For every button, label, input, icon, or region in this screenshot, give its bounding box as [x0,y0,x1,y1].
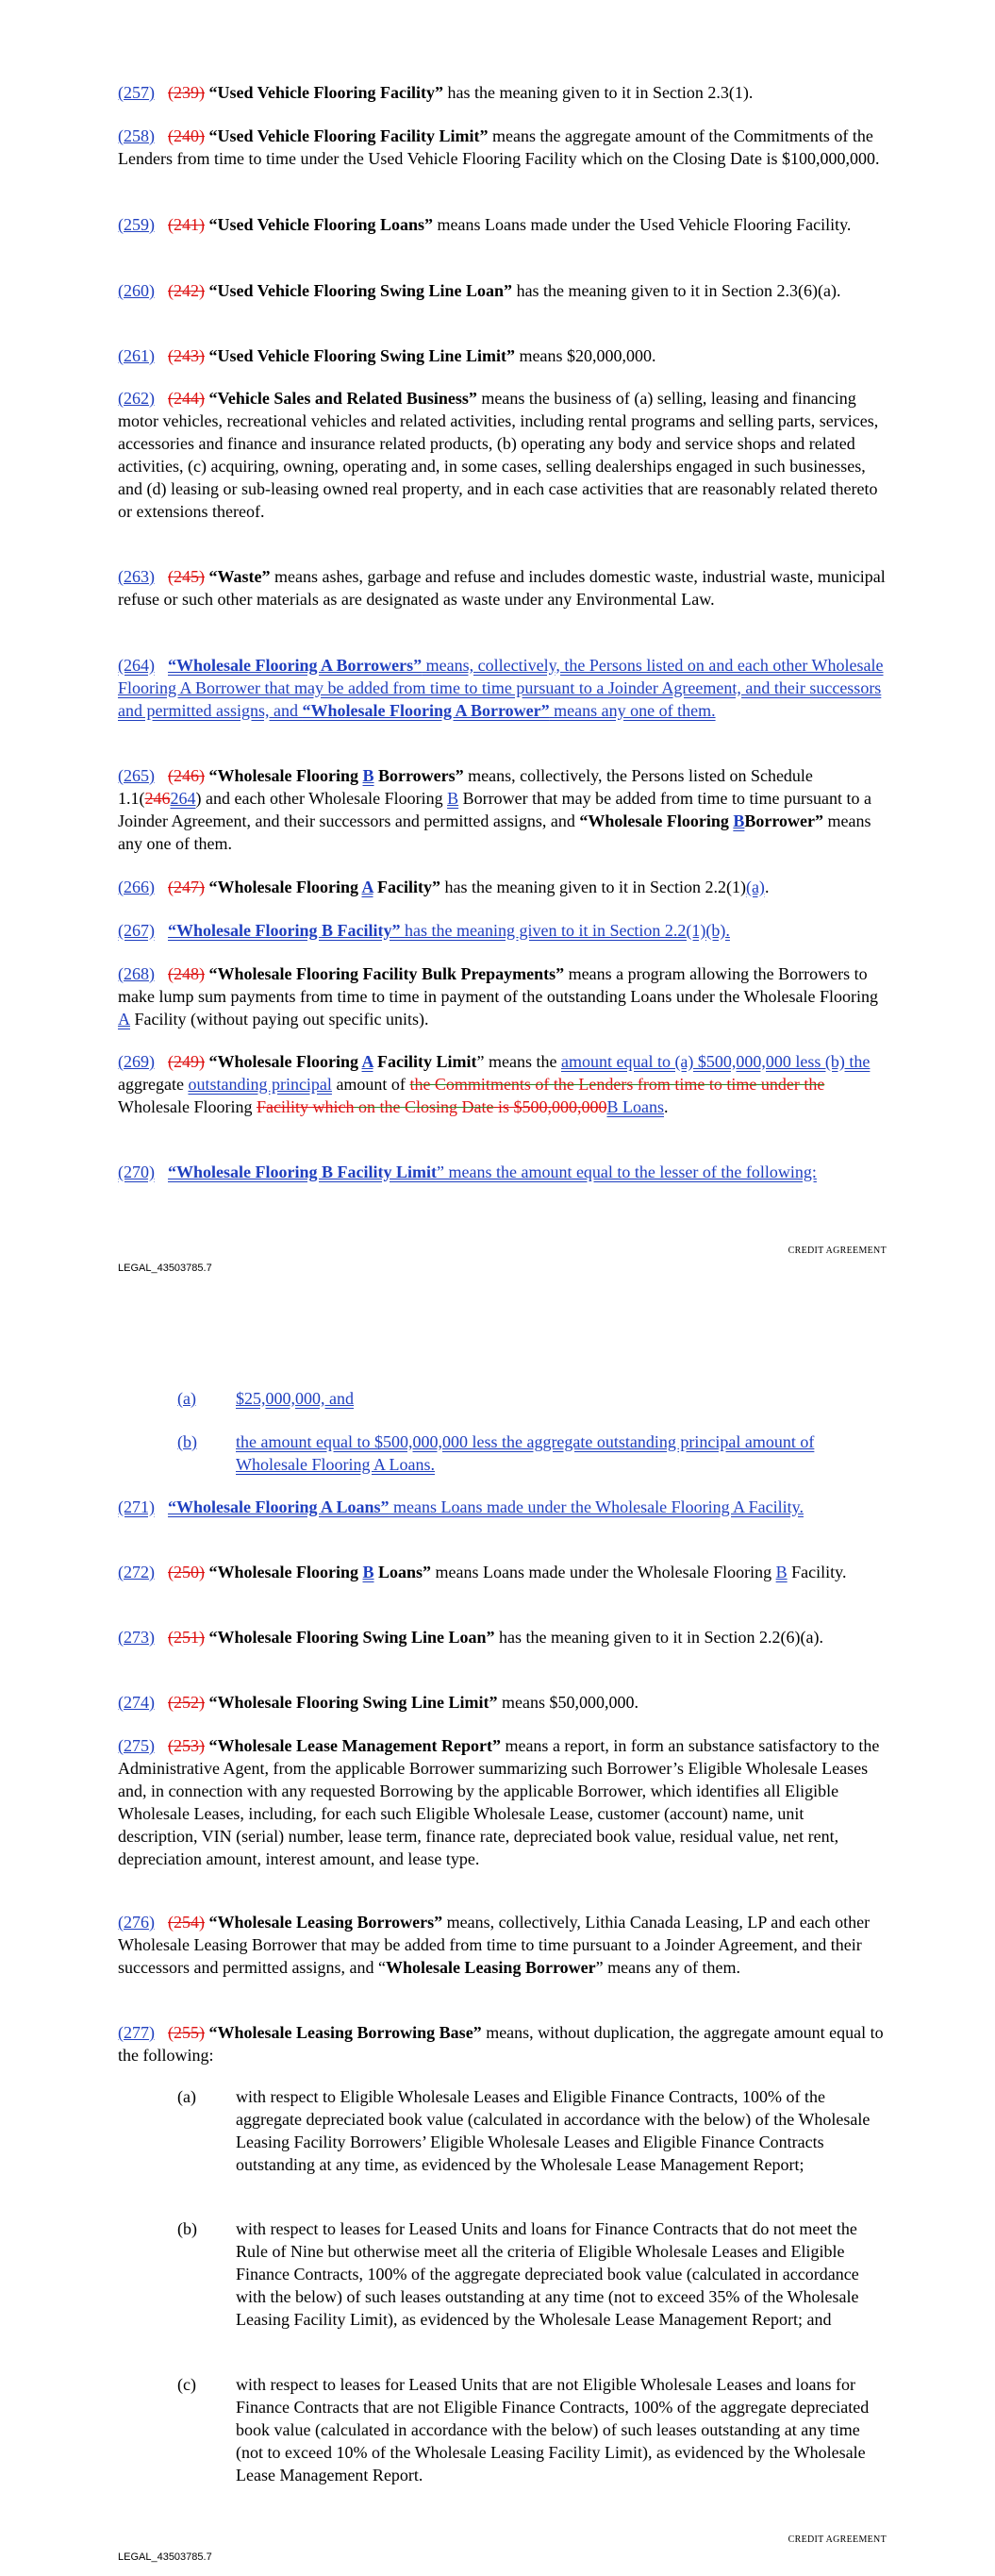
deleted-number: (249) [168,1052,205,1071]
page-footer-docid: LEGAL_43503785.7 [118,1263,212,1274]
deleted-number: (243) [168,346,205,365]
section-number: (265) [118,766,155,785]
defined-term: “Wholesale Flooring A Borrower” [302,701,550,720]
deleted-number: (242) [168,281,205,300]
definition-263: (263) (245) “Waste” means ashes, garbage and refuse and includes domestic waste, industrial waste, municipal refuse or such other materials as are designated as waste under any Environmental Law. [118,567,886,609]
section-number: (269) [118,1052,155,1071]
definition-260: (260) (242) “Used Vehicle Flooring Swing Line Loan” has the meaning given to it in Section 2.3(6)(a). [118,281,841,300]
section-number: (262) [118,389,155,408]
definition-269: (269) (249) “Wholesale Flooring A Facility Limit” means the amount equal to (a) $500,000,000 less (b) the aggregate outstanding principal amount of the Commitments of the Lenders from time to time under the Wholesale Flooring Facility which on the Closing Date is $500,000,000B Loans. [118,1052,871,1116]
deleted-number: (239) [168,83,205,102]
definition-277: (277) (255) “Wholesale Leasing Borrowing Base” means, without duplication, the aggregate amount equal to the following: [118,2023,884,2065]
deleted-number: (245) [168,567,205,586]
deleted-number: (253) [168,1736,205,1755]
definition-271: (271) “Wholesale Flooring A Loans” means Loans made under the Wholesale Flooring A Facility. [118,1497,804,1516]
defined-term: “Used Vehicle Flooring Facility” [208,83,443,102]
section-number: (258) [118,126,155,145]
defined-term: “Wholesale Flooring A Facility Limit [208,1052,477,1071]
defined-term: “Used Vehicle Flooring Loans” [208,215,434,234]
page-footer-title: CREDIT AGREEMENT [788,2534,887,2545]
section-number: (273) [118,1628,155,1647]
defined-term: “Vehicle Sales and Related Business” [208,389,477,408]
deleted-number: (240) [168,126,205,145]
list-text-b: with respect to leases for Leased Units and loans for Finance Contracts that do not meet the Rule of Nine but otherwise meet all the criteria of Eligible Wholesale Leases and Eligible Finance Contracts, 100% of the aggregate depreciated book value (calculated in accordance with the below) of such leases outstanding at any time (not to exceed 35% of the Wholesale Leasing Facility Limit), as evidenced by the Wholesale Lease Management Report; and [236,2219,859,2329]
definition-272: (272) (250) “Wholesale Flooring B Loans” means Loans made under the Wholesale Flooring B Facility. [118,1563,847,1581]
deleted-number: (254) [168,1913,205,1932]
deleted-number: (241) [168,215,205,234]
definition-259: (259) (241) “Used Vehicle Flooring Loans” means Loans made under the Used Vehicle Flooring Facility. [118,215,852,234]
section-number: (272) [118,1563,155,1581]
deleted-number: (248) [168,964,205,983]
section-number: (270) [118,1163,155,1181]
defined-term: Wholesale Leasing Borrower [385,1958,596,1977]
list-label-a: (a) [177,1389,196,1408]
section-number: (261) [118,346,155,365]
defined-term: “Wholesale Flooring Swing Line Loan” [208,1628,495,1647]
defined-term: “Waste” [208,567,271,586]
section-number: (277) [118,2023,155,2042]
list-text-c: with respect to leases for Leased Units that are not Eligible Wholesale Leases and loans for Finance Contracts that are not Eligible Finance Contracts, 100% of the aggregate depreciated book value (calculated in accordance with the below) of such leases outstanding at any time (not to exceed 10% of the Wholesale Leasing Facility Limit), as evidenced by the Wholesale Lease Management Report. [236,2375,870,2484]
defined-term: “Used Vehicle Flooring Swing Line Loan” [208,281,513,300]
list-label-b: (b) [177,1432,197,1451]
section-number: (275) [118,1736,155,1755]
section-number: (266) [118,878,155,896]
definition-261: (261) (243) “Used Vehicle Flooring Swing Line Limit” means $20,000,000. [118,346,656,365]
defined-term: “Wholesale Flooring B Facility” [168,921,401,940]
defined-term: “Wholesale Flooring B Borrowers” [208,766,464,785]
section-number: (264) [118,656,155,675]
defined-term: “Wholesale Flooring Facility Bulk Prepayments” [208,964,565,983]
defined-term: “Wholesale Flooring Swing Line Limit” [208,1693,498,1712]
section-number: (274) [118,1693,155,1712]
deleted-number: (247) [168,878,205,896]
deleted-number: (246) [168,766,205,785]
deleted-number: (250) [168,1563,205,1581]
definition-273: (273) (251) “Wholesale Flooring Swing Line Loan” has the meaning given to it in Section 2.2(6)(a). [118,1628,823,1647]
section-number: (276) [118,1913,155,1932]
definition-266: (266) (247) “Wholesale Flooring A Facility” has the meaning given to it in Section 2.2(1)(a). [118,878,770,896]
definition-275: (275) (253) “Wholesale Lease Management Report” means a report, in form an substance satisfactory to the Administrative Agent, from the applicable Borrower summarizing such Borrower’s Eligible Wholesale Leases and, in connection with any requested Borrowing by the applicable Borrower, which identifies all Eligible Wholesale Leases, including, for each such Eligible Wholesale Lease, customer (account) name, unit description, VIN (serial) number, lease term, finance rate, depreciated book value, residual value, net rent, depreciation amount, interest amount, and lease type. [118,1736,880,1868]
section-number: (260) [118,281,155,300]
defined-term: “Wholesale Flooring A Loans” [168,1497,390,1516]
definition-270: (270) “Wholesale Flooring B Facility Limit” means the amount equal to the lesser of the following: [118,1163,817,1181]
page-footer-docid: LEGAL_43503785.7 [118,2551,212,2563]
defined-term: “Wholesale Flooring B Facility Limit [168,1163,437,1181]
list-label-b: (b) [177,2219,197,2238]
deleted-number: (255) [168,2023,205,2042]
list-text-a: $25,000,000, and [236,1389,354,1408]
section-number: (271) [118,1497,155,1516]
definition-276: (276) (254) “Wholesale Leasing Borrowers” means, collectively, Lithia Canada Leasing, LP and each other Wholesale Leasing Borrower that may be added from time to time pursuant to a Joinder Agreement, and their successors and permitted assigns, and “Wholesale Leasing Borrower” means any of them. [118,1913,871,1977]
defined-term: “Wholesale Flooring B Loans” [208,1563,432,1581]
definition-267: (267) “Wholesale Flooring B Facility” has the meaning given to it in Section 2.2(1)(b). [118,921,730,940]
definition-258: (258) (240) “Used Vehicle Flooring Facility Limit” means the aggregate amount of the Commitments of the Lenders from time to time under the Used Vehicle Flooring Facility which on the Closing Date is $100,000,000. [118,126,880,168]
deleted-number: (251) [168,1628,205,1647]
defined-term: “Used Vehicle Flooring Swing Line Limit” [208,346,516,365]
defined-term: “Wholesale Leasing Borrowing Base” [208,2023,482,2042]
definition-274: (274) (252) “Wholesale Flooring Swing Line Limit” means $50,000,000. [118,1693,639,1712]
section-number: (268) [118,964,155,983]
defined-term: “Used Vehicle Flooring Facility Limit” [208,126,489,145]
defined-term: “Wholesale Leasing Borrowers” [208,1913,443,1932]
list-text-b: the amount equal to $500,000,000 less the aggregate outstanding principal amount of Wholesale Flooring A Loans. [236,1432,815,1474]
defined-term: “Wholesale Flooring A Borrowers” [168,656,423,675]
defined-term: “Wholesale Flooring BBorrower” [579,811,824,830]
definition-265: (265) (246) “Wholesale Flooring B Borrowers” means, collectively, the Persons listed on Schedule 1.1(246264) and each other Wholesale Flooring B Borrower that may be added from time to time pursuant to a Joinder Agreement, and their successors and permitted assigns, and “Wholesale Flooring BBorrower” means any one of them. [118,766,871,853]
section-number: (257) [118,83,155,102]
section-number: (263) [118,567,155,586]
deleted-number: (244) [168,389,205,408]
definition-264: (264) “Wholesale Flooring A Borrowers” means, collectively, the Persons listed on and each other Wholesale Flooring A Borrower that may be added from time to time pursuant to a Joinder Agreement, and their successors and permitted assigns, and “Wholesale Flooring A Borrower” means any one of them. [118,656,884,720]
definition-262: (262) (244) “Vehicle Sales and Related Business” means the business of (a) selling, leasing and financing motor vehicles, recreational vehicles and related activities, including rental programs and selling parts, services, accessories and finance and insurance related products, (b) operating any body and service shops and related activities, (c) acquiring, owning, operating and, in some cases, selling dealerships engaged in such businesses, and (d) leasing or sub-leasing owned real property, and in each case activities that are reasonably related thereto or extensions thereof. [118,389,879,521]
deleted-number: (252) [168,1693,205,1712]
section-number: (259) [118,215,155,234]
definition-257: (257) (239) “Used Vehicle Flooring Facility” has the meaning given to it in Section 2.3(1). [118,83,754,102]
page-footer-title: CREDIT AGREEMENT [788,1246,887,1256]
list-text-a: with respect to Eligible Wholesale Leases and Eligible Finance Contracts, 100% of the aggregate depreciated book value (calculated in accordance with the below) of the Wholesale Leasing Facility Borrowers’ Eligible Wholesale Leases and Eligible Finance Contracts outstanding at any time, as evidenced by the Wholesale Lease Management Report; [236,2087,871,2174]
section-number: (267) [118,921,155,940]
definition-268: (268) (248) “Wholesale Flooring Facility Bulk Prepayments” means a program allowing the Borrowers to make lump sum payments from time to time in payment of the outstanding Loans under the Wholesale Flooring A Facility (without paying out specific units). [118,964,879,1029]
list-label-a: (a) [177,2087,196,2106]
defined-term: “Wholesale Flooring A Facility” [208,878,440,896]
defined-term: “Wholesale Lease Management Report” [208,1736,501,1755]
list-label-c: (c) [177,2375,196,2394]
